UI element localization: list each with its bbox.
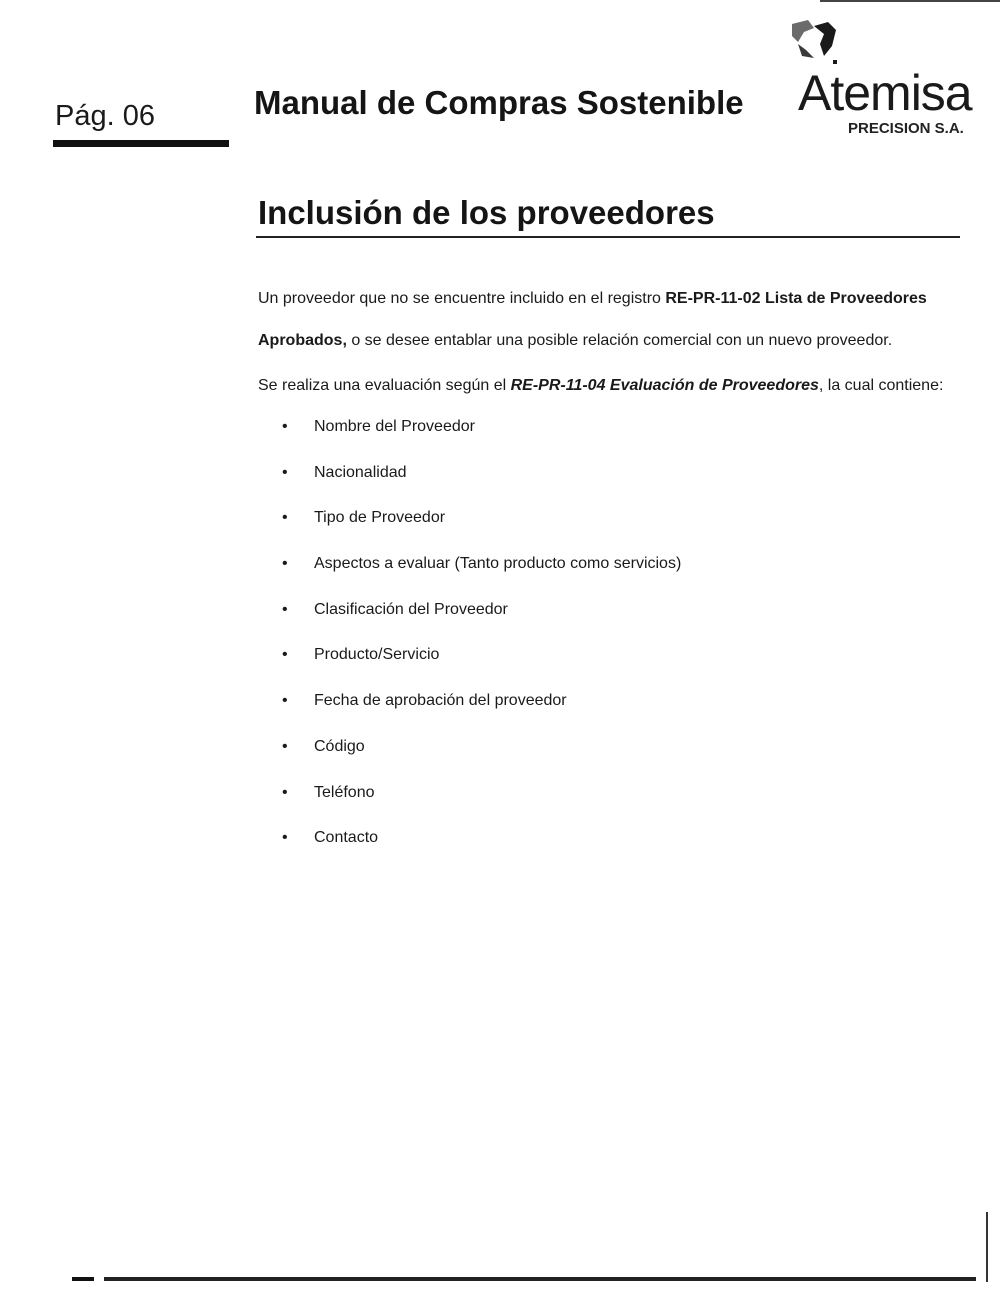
paragraph-2 [258, 377, 943, 395]
evaluation-contents-list [280, 418, 681, 875]
list-item-label: Clasificación del Proveedor [314, 600, 508, 618]
list-item-label: Nombre del Proveedor [314, 418, 475, 435]
scan-top-edge [820, 0, 1000, 2]
list-item [280, 738, 681, 784]
register-reference-1: RE-PR-11-02 Lista de Proveedores [665, 290, 927, 307]
list-item-label: Fecha de aprobación del proveedor [314, 692, 567, 710]
paragraph-1-line-2 [258, 332, 892, 350]
logo-subtitle: PRECISION S.A. [848, 120, 964, 137]
page-number-underline [53, 140, 229, 147]
bullet-icon: • [282, 829, 288, 847]
list-item [280, 555, 681, 601]
list-item-label: Aspectos a evaluar (Tanto producto como servicios) [314, 555, 682, 573]
section-heading: Inclusión de los proveedores [258, 194, 715, 231]
document-title: Manual de Compras Sostenible [254, 84, 744, 121]
footer-rule [104, 1277, 976, 1281]
list-item-label: Nacionalidad [314, 463, 407, 481]
logo-mark-icon [784, 16, 854, 66]
register-reference-2: RE-PR-11-04 Evaluación de Proveedores [510, 377, 819, 394]
bullet-icon: • [282, 737, 288, 755]
list-item [280, 418, 681, 464]
page-number: Pág. 06 [55, 100, 155, 132]
bullet-icon: • [282, 692, 288, 710]
bullet-icon: • [282, 600, 288, 618]
paragraph-2-text-end: , la cual contiene: [818, 377, 944, 394]
scan-edge-mark [986, 1212, 988, 1282]
bullet-icon: • [282, 418, 288, 435]
list-item [280, 509, 681, 555]
list-item [280, 464, 681, 510]
list-item [280, 784, 681, 830]
paragraph-1-text-cont: o se desee entablar una posible relación comercial con un nuevo proveedor. [346, 332, 893, 349]
list-item-label: Producto/Servicio [314, 646, 440, 664]
list-item-label: Teléfono [314, 783, 375, 801]
paragraph-1-text: Un proveedor que no se encuentre incluido en el registro [258, 290, 666, 307]
bullet-icon: • [282, 509, 288, 527]
company-logo [780, 12, 980, 152]
logo-wordmark: Atemisa [798, 65, 972, 121]
list-item [280, 692, 681, 738]
paragraph-1-line-1 [258, 290, 927, 308]
list-item [280, 646, 681, 692]
list-item-label: Contacto [314, 829, 379, 847]
list-item-label: Tipo de Proveedor [314, 509, 446, 527]
paragraph-2-text: Se realiza una evaluación según el [258, 377, 511, 394]
bullet-icon: • [282, 783, 288, 801]
list-item-label: Código [314, 737, 365, 755]
section-heading-underline [256, 236, 960, 238]
footer-rule-segment [72, 1277, 94, 1281]
register-reference-1-cont: Aprobados, [258, 332, 347, 349]
bullet-icon: • [282, 646, 288, 664]
bullet-icon: • [282, 555, 288, 573]
list-item [280, 601, 681, 647]
list-item [280, 829, 681, 875]
bullet-icon: • [282, 463, 288, 481]
